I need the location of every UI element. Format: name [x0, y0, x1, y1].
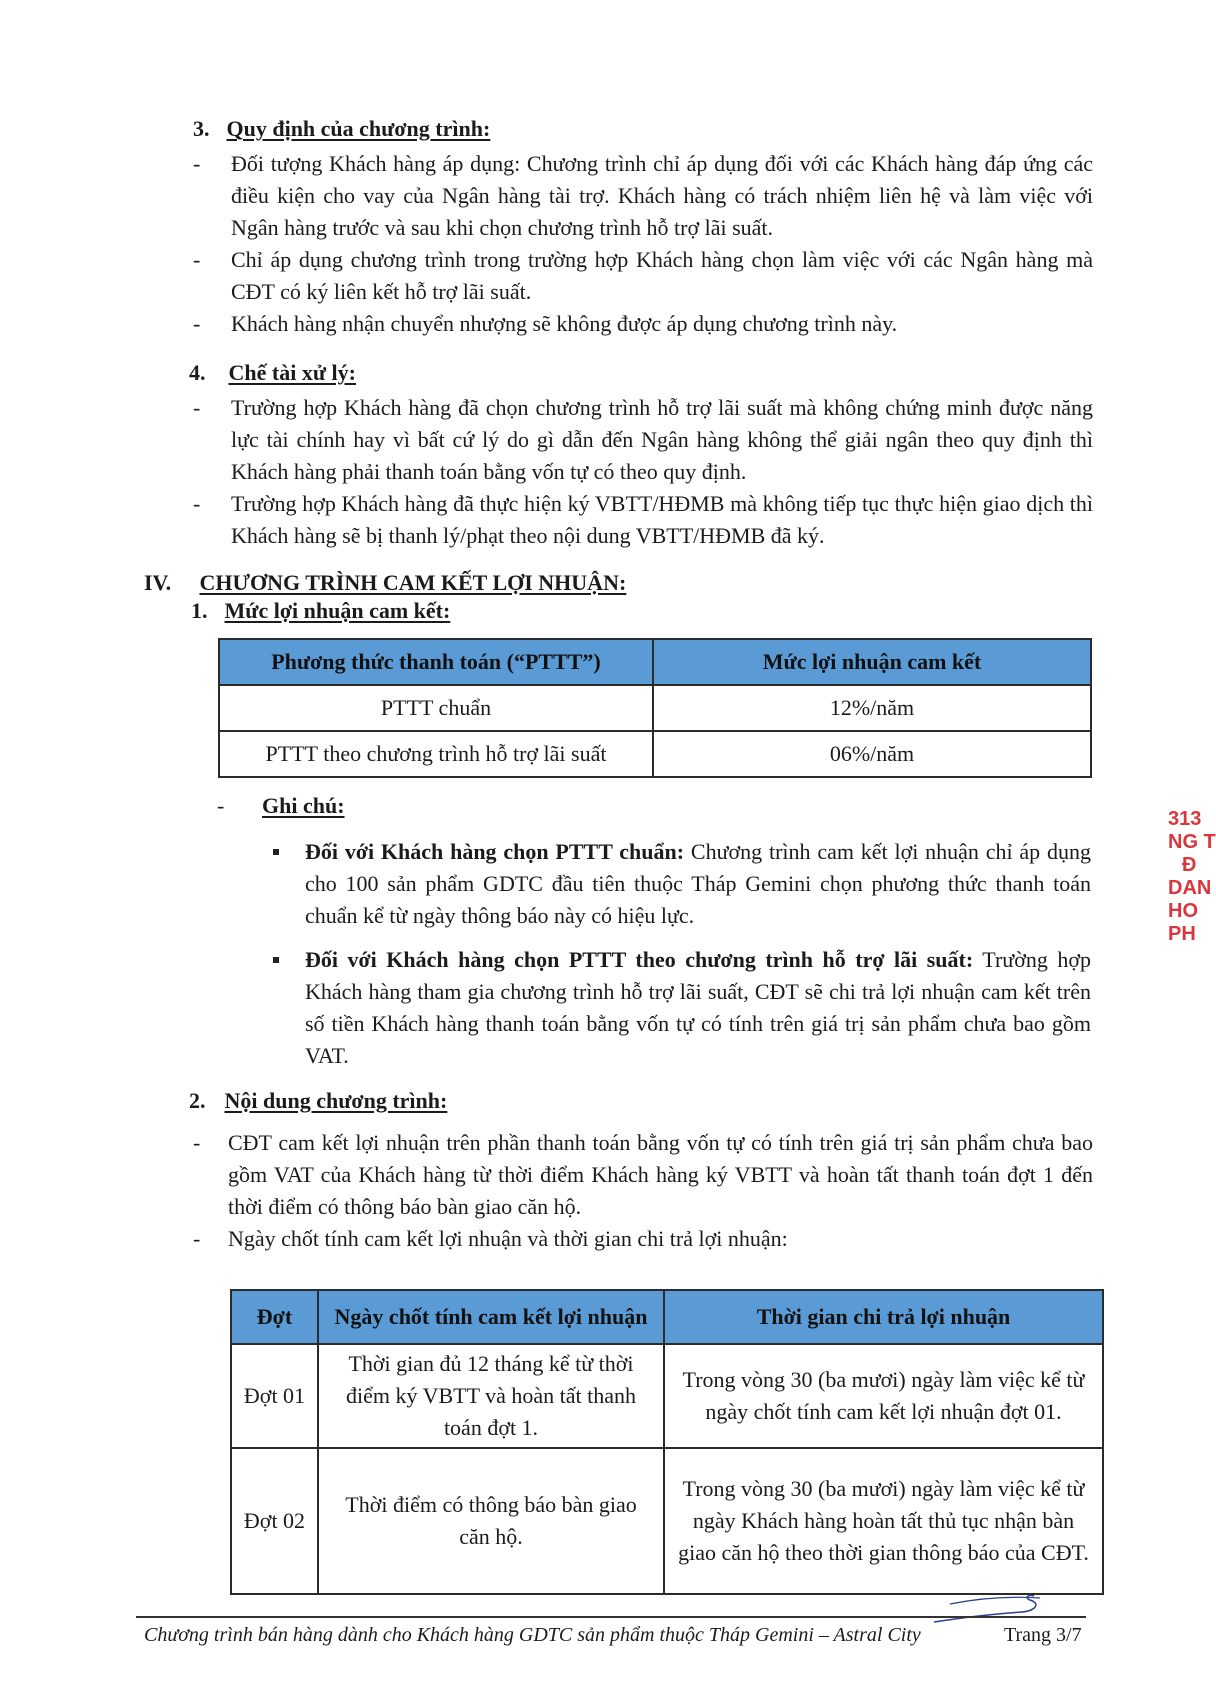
table-row — [231, 1344, 1103, 1448]
section-number: IV. — [144, 570, 172, 595]
table-header: Mức lợi nhuận cam kết — [653, 639, 1091, 685]
table-row — [219, 685, 1091, 731]
list-item: - Trường hợp Khách hàng đã thực hiện ký VBTT/HĐMB mà không tiếp tục thực hiện giao dịch thì Khách hàng sẽ bị thanh lý/phạt theo nội dung VBTT/HĐMB đã ký. — [193, 491, 1093, 548]
table-cell: Thời điểm có thông báo bàn giao căn hộ. — [318, 1448, 664, 1594]
section-3-heading — [193, 114, 490, 144]
table-cell: Đợt 02 — [231, 1448, 318, 1594]
table-header: Đợt — [231, 1290, 318, 1344]
section-IV-heading — [144, 568, 626, 598]
table-cell: Thời gian đủ 12 tháng kể từ thời điểm ký VBTT và hoàn tất thanh toán đợt 1. — [318, 1344, 664, 1448]
section-title: CHƯƠNG TRÌNH CAM KẾT LỢI NHUẬN: — [199, 570, 627, 595]
table-row — [219, 731, 1091, 777]
table-cell: Trong vòng 30 (ba mươi) ngày làm việc kể từ ngày chốt tính cam kết lợi nhuận đợt 01. — [664, 1344, 1103, 1448]
list-item: - CĐT cam kết lợi nhuận trên phần thanh toán bằng vốn tự có tính trên giá trị sản phẩm chưa bao gồm VAT của Khách hàng từ thời điểm Khách hàng ký VBTT và hoàn tất thanh toán đợt 1 đến thời điểm có thông báo bàn giao căn hộ. — [193, 1130, 1093, 1219]
payout-schedule-table — [230, 1289, 1104, 1595]
stamp-seal: 313 NG T Đ DAN HO PH — [1168, 808, 1216, 945]
section-title: Nội dung chương trình: — [224, 1088, 448, 1113]
table-row — [231, 1448, 1103, 1594]
list-item: - Khách hàng nhận chuyển nhượng sẽ không được áp dụng chương trình này. — [193, 311, 898, 336]
list-item: - Đối tượng Khách hàng áp dụng: Chương trình chỉ áp dụng đối với các Khách hàng đáp ứng các điều kiện cho vay của Ngân hàng tài trợ. Khách hàng có trách nhiệm liên hệ và làm việc với Ngân hàng trước và sau khi chọn chương trình hỗ trợ lãi suất. — [193, 151, 1093, 240]
note-label: - Ghi chú: — [217, 793, 345, 818]
table-header: Ngày chốt tính cam kết lợi nhuận — [318, 1290, 664, 1344]
table-cell: 06%/năm — [653, 731, 1091, 777]
list-item: - Chỉ áp dụng chương trình trong trường hợp Khách hàng chọn làm việc với các Ngân hàng mà CĐT có ký liên kết hỗ trợ lãi suất. — [193, 247, 1093, 304]
table-header: Phương thức thanh toán (“PTTT”) — [219, 639, 653, 685]
profit-rate-table — [218, 638, 1092, 778]
section-number: 3. — [193, 116, 210, 141]
table-cell: PTTT theo chương trình hỗ trợ lãi suất — [219, 731, 653, 777]
section-number: 4. — [189, 360, 206, 385]
section-title: Chế tài xử lý: — [228, 360, 356, 385]
table-header-row — [219, 639, 1091, 685]
section-title: Quy định của chương trình: — [226, 116, 491, 141]
section-4-heading — [189, 358, 356, 388]
section-number: 2. — [189, 1088, 206, 1113]
table-cell: 12%/năm — [653, 685, 1091, 731]
note-item: Đối với Khách hàng chọn PTTT theo chương trình hỗ trợ lãi suất: Trường hợp Khách hàng tham gia chương trình hỗ trợ lãi suất, CĐT sẽ chi trả lợi nhuận cam kết trên số tiền Khách hàng thanh toán bằng vốn tự có tính trên giá trị sản phẩm chưa bao gồm VAT. — [305, 947, 1091, 1068]
signature-icon — [930, 1592, 1050, 1626]
square-bullet-icon — [273, 849, 279, 855]
list-item: - Trường hợp Khách hàng đã chọn chương trình hỗ trợ lãi suất mà không chứng minh được năng lực tài chính hay vì bất cứ lý do gì dẫn đến Ngân hàng không thể giải ngân theo quy định thì Khách hàng phải thanh toán bằng vốn tự có theo quy định. — [193, 395, 1093, 484]
table-header: Thời gian chi trả lợi nhuận — [664, 1290, 1103, 1344]
list-item: - Ngày chốt tính cam kết lợi nhuận và thời gian chi trả lợi nhuận: — [193, 1226, 788, 1251]
square-bullet-icon — [273, 957, 279, 963]
subsection-2-heading — [189, 1086, 447, 1116]
section-number: 1. — [191, 598, 208, 623]
footer-divider — [136, 1616, 1086, 1618]
subsection-1-heading — [191, 596, 450, 626]
page-number: Trang 3/7 — [1004, 1624, 1082, 1646]
footer-title: Chương trình bán hàng dành cho Khách hàng GDTC sản phẩm thuộc Tháp Gemini – Astral City — [144, 1624, 921, 1646]
table-header-row — [231, 1290, 1103, 1344]
table-cell: Đợt 01 — [231, 1344, 318, 1448]
note-item: Đối với Khách hàng chọn PTTT chuẩn: Chương trình cam kết lợi nhuận chỉ áp dụng cho 100 sản phẩm GDTC đầu tiên thuộc Tháp Gemini chọn phương thức thanh toán chuẩn kể từ ngày thông báo này có hiệu lực. — [305, 839, 1091, 928]
table-cell: PTTT chuẩn — [219, 685, 653, 731]
section-title: Mức lợi nhuận cam kết: — [224, 598, 451, 623]
table-cell: Trong vòng 30 (ba mươi) ngày làm việc kể từ ngày Khách hàng hoàn tất thủ tục nhận bàn giao căn hộ theo thời gian thông báo của CĐT. — [664, 1448, 1103, 1594]
